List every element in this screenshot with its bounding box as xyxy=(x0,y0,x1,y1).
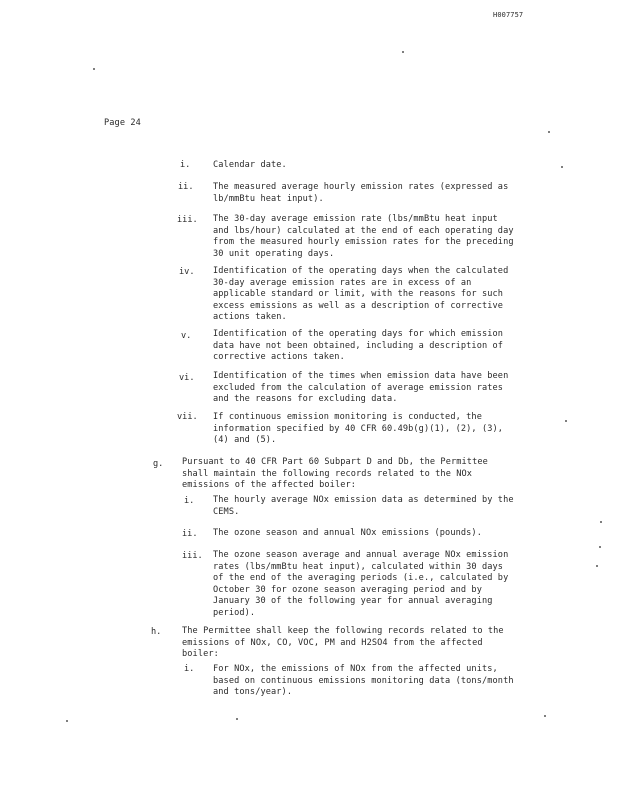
item-marker: iii. xyxy=(177,215,198,225)
list-item-text: Identification of the times when emission data have been excluded from the calculation of average emission rates and the reasons for excluding data. xyxy=(213,371,509,405)
list-item-text: The ozone season and annual NOx emissions (pounds). xyxy=(213,528,482,538)
paragraph-h-text: The Permittee shall keep the following records related to the emissions of NOx, CO, VOC, PM and H2SO4 from the affected boiler: xyxy=(182,626,504,660)
paragraph-g-marker: g. xyxy=(153,459,164,469)
item-marker: v. xyxy=(181,331,192,341)
scan-speck xyxy=(599,546,601,548)
item-marker: i. xyxy=(180,160,191,170)
paragraph-g-text: Pursuant to 40 CFR Part 60 Subpart D and Db, the Permittee shall maintain the following records related to the NOx emissions of the affected boiler: xyxy=(182,457,488,491)
scan-speck xyxy=(66,720,68,722)
item-marker: ii. xyxy=(182,529,198,539)
scan-speck xyxy=(600,521,602,523)
paragraph-h-marker: h. xyxy=(151,627,162,637)
list-item-text: The hourly average NOx emission data as determined by the CEMS. xyxy=(213,495,514,517)
item-marker: i. xyxy=(184,496,195,506)
scan-speck xyxy=(548,131,550,133)
scan-speck xyxy=(565,420,567,422)
list-item-text: The measured average hourly emission rates (expressed as lb/mmBtu heat input). xyxy=(213,182,509,204)
item-marker: vi. xyxy=(179,373,195,383)
list-item-text: Identification of the operating days for which emission data have not been obtained, including a description of corrective actions taken. xyxy=(213,329,504,363)
item-marker: iv. xyxy=(179,267,195,277)
document-id: H007757 xyxy=(493,11,524,19)
scan-speck xyxy=(561,166,563,168)
list-item-text: For NOx, the emissions of NOx from the affected units, based on continuous emissions monitoring data (tons/month and tons/year). xyxy=(213,664,514,698)
item-marker: i. xyxy=(184,664,195,674)
list-item-text: If continuous emission monitoring is conducted, the information specified by 40 CFR 60.49b(g)(1), (2), (3), (4) and (5). xyxy=(213,412,504,446)
scan-speck xyxy=(544,715,546,717)
item-marker: ii. xyxy=(178,182,194,192)
list-item-text: Identification of the operating days when the calculated 30-day average emission rates are in excess of an applicable standard or limit, with the reasons for such excess emissions as well as a description of corrective actions taken. xyxy=(213,266,509,323)
list-item-text: Calendar date. xyxy=(213,160,287,170)
item-marker: vii. xyxy=(177,412,198,422)
scan-speck xyxy=(236,718,238,720)
scan-speck xyxy=(596,565,598,567)
item-marker: iii. xyxy=(182,551,203,561)
scan-speck xyxy=(93,68,95,70)
list-item-text: The 30-day average emission rate (lbs/mmBtu heat input and lbs/hour) calculated at the end of each operating day from the measured hourly emission rates for the preceding 30 unit operating days. xyxy=(213,214,514,259)
page-label: Page 24 xyxy=(104,118,141,128)
list-item-text: The ozone season average and annual average NOx emission rates (lbs/mmBtu heat input), calculated within 30 days of the end of the averaging periods (i.e., calculated by October 30 for ozone season averaging period and by January 30 of the following year for annual averaging period). xyxy=(213,550,509,618)
scan-speck xyxy=(402,51,404,53)
